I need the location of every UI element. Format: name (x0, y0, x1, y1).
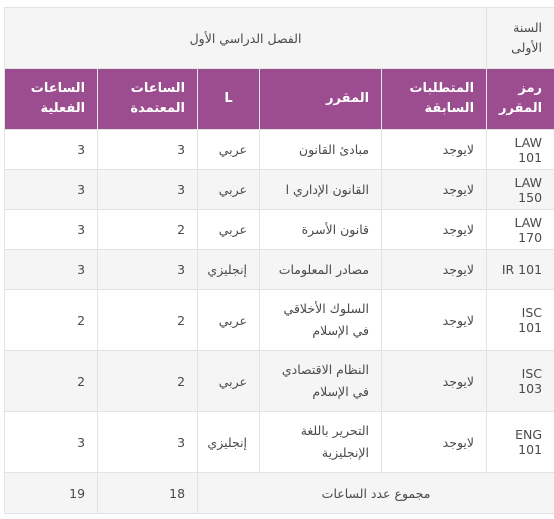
prerequisite-cell: لايوجد (382, 351, 487, 412)
credit-hours-cell: 2 (98, 290, 198, 351)
language-cell: إنجليزي (198, 412, 260, 473)
table-row (5, 250, 554, 290)
prerequisite-cell: لايوجد (382, 412, 487, 473)
semester-title: الفصل الدراسي الأول (5, 8, 487, 69)
course-name-cell: التحرير باللغة الإنجليزية (260, 412, 382, 473)
course-code-cell: LAW 101 (487, 130, 554, 170)
curriculum-table (4, 7, 554, 514)
language-cell: عربي (198, 290, 260, 351)
header-row (5, 69, 554, 130)
actual-hours-cell: 3 (5, 412, 98, 473)
course-code-cell: ENG 101 (487, 412, 554, 473)
credit-hours-cell: 3 (98, 170, 198, 210)
header-course-code: رمز المقرر (487, 69, 554, 130)
table-row (5, 412, 554, 473)
table-row (5, 170, 554, 210)
language-cell: عربي (198, 170, 260, 210)
prerequisite-cell: لايوجد (382, 290, 487, 351)
language-cell: إنجليزي (198, 250, 260, 290)
totals-row (5, 473, 554, 514)
actual-hours-cell: 3 (5, 210, 98, 250)
table-row (5, 130, 554, 170)
course-name-cell: القانون الإداري ا (260, 170, 382, 210)
language-cell: عربي (198, 210, 260, 250)
actual-hours-cell: 2 (5, 351, 98, 412)
language-cell: عربي (198, 130, 260, 170)
header-actual-hours: الساعات الفعلية (5, 69, 98, 130)
actual-hours-cell: 3 (5, 170, 98, 210)
total-actual-hours: 19 (5, 473, 98, 514)
course-name-cell: النظام الاقتصادي في الإسلام (260, 351, 382, 412)
header-language: L (198, 69, 260, 130)
course-code-cell: ISC 103 (487, 351, 554, 412)
credit-hours-cell: 3 (98, 130, 198, 170)
course-code-cell: LAW 150 (487, 170, 554, 210)
header-credit-hours: الساعات المعتمدة (98, 69, 198, 130)
prerequisite-cell: لايوجد (382, 130, 487, 170)
totals-label: مجموع عدد الساعات (198, 473, 554, 514)
course-name-cell: قانون الأسرة (260, 210, 382, 250)
header-prerequisites: المتطلبات السابقة (382, 69, 487, 130)
actual-hours-cell: 3 (5, 130, 98, 170)
year-label: السنة الأولى (487, 8, 554, 69)
table-row (5, 351, 554, 412)
total-credit-hours: 18 (98, 473, 198, 514)
course-name-cell: مبادئ القانون (260, 130, 382, 170)
actual-hours-cell: 2 (5, 290, 98, 351)
prerequisite-cell: لايوجد (382, 170, 487, 210)
year-row (5, 8, 554, 69)
credit-hours-cell: 2 (98, 351, 198, 412)
table-body (5, 8, 554, 514)
table-row (5, 290, 554, 351)
credit-hours-cell: 3 (98, 250, 198, 290)
course-name-cell: مصادر المعلومات (260, 250, 382, 290)
header-course: المقرر (260, 69, 382, 130)
course-code-cell: IR 101 (487, 250, 554, 290)
credit-hours-cell: 2 (98, 210, 198, 250)
course-name-cell: السلوك الأخلاقي في الإسلام (260, 290, 382, 351)
actual-hours-cell: 3 (5, 250, 98, 290)
table-row (5, 210, 554, 250)
prerequisite-cell: لايوجد (382, 210, 487, 250)
course-code-cell: LAW 170 (487, 210, 554, 250)
prerequisite-cell: لايوجد (382, 250, 487, 290)
course-code-cell: ISC 101 (487, 290, 554, 351)
language-cell: عربي (198, 351, 260, 412)
credit-hours-cell: 3 (98, 412, 198, 473)
